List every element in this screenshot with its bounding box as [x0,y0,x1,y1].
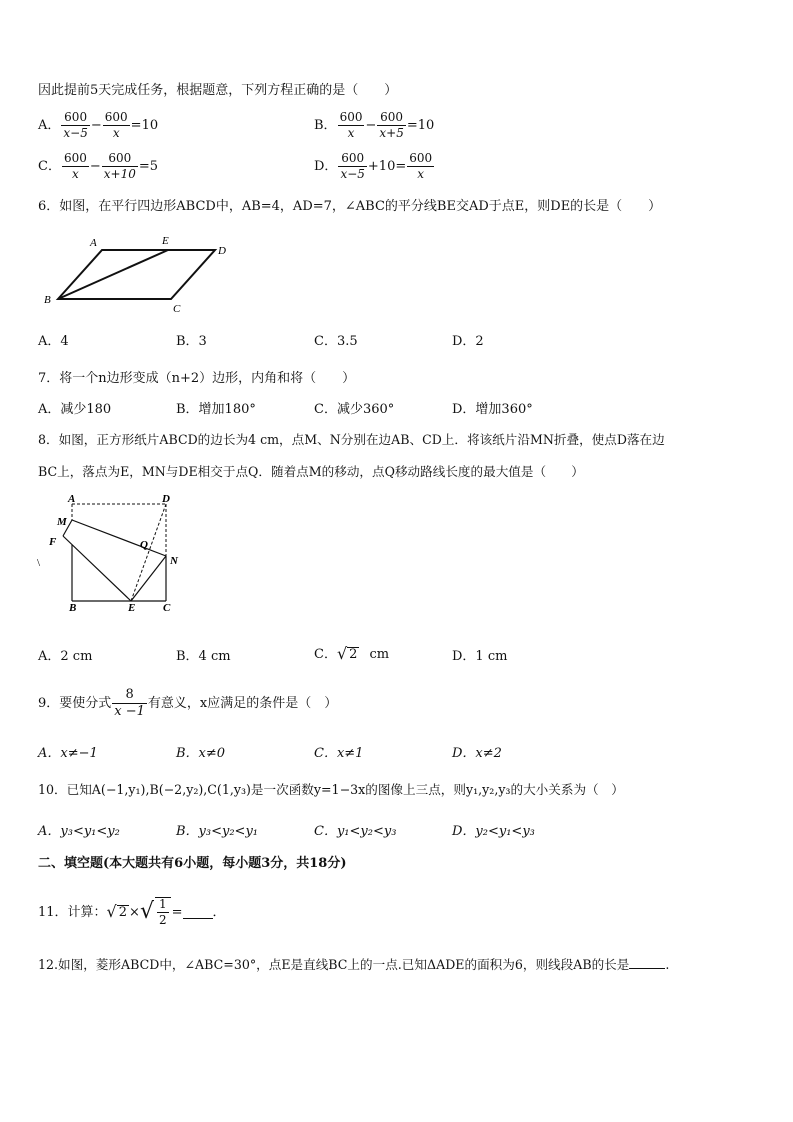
point-m-label: M [57,516,67,528]
q6-stem: 6．如图，在平行四边形ABCD中，AB=4，AD=7，∠ABC的平分线BE交AD于点E，则DE的长是（ ） [38,199,662,214]
q8-option-a[interactable]: A．2 cm [38,649,93,664]
edge-en [131,556,166,601]
q8-option-c[interactable]: C． √ 2 cm [314,644,390,663]
fraction: $\frac{600}{x-5}$ [63,110,88,141]
bisector-be [58,250,168,299]
q9-stem: 9．要使分式 $\frac{8}{x -1}$ 有意义，x应满足的条件是（ ） [38,687,338,720]
fraction: $\frac{600}{x}$ [63,151,87,182]
q8-option-d[interactable]: D．1 cm [452,649,508,664]
point-c-label: C [173,303,181,315]
fraction: $\frac{600}{x}$ [104,110,128,141]
point-e-label: E [162,235,169,247]
q10-option-c[interactable]: C．y₁<y₂<y₃ [314,824,397,839]
answer-blank[interactable] [183,906,213,919]
q7-option-d[interactable]: D．增加360° [452,402,533,417]
q9-option-b[interactable]: B．x≠0 [176,746,226,761]
q7-stem: 7．将一个n边形变成（n+2）边形，内角和将（ ） [38,371,356,386]
sqrt-sign: √ [139,899,154,925]
q12-stem: 12.如图，菱形ABCD中，∠ABC=30°，点E是直线BC上的一点.已知ΔADE的面积为6，则线段AB的长是 . [38,957,670,972]
stray-mark: \ [37,557,41,569]
fraction: $\frac{600}{x-5}$ [340,151,365,182]
q8-stem-line1: 8．如图，正方形纸片ABCD的边长为4 cm，点M、N分别在边AB、CD上．将该纸片沿MN折叠，使点D落在边 [38,432,665,447]
point-b-label: B [44,294,51,306]
sqrt-sign: √ [106,902,117,922]
fraction: $\frac{600}{x+5}$ [379,110,404,141]
q5-option-d[interactable]: D． $\frac{600}{x-5}$ +10= $\frac{600}{x}$ [314,151,433,182]
q9-option-a[interactable]: A．x≠−1 [38,746,98,761]
q7-option-a[interactable]: A．减少180 [38,402,112,417]
q6-option-d[interactable]: D．2 [452,334,484,349]
q6-option-a[interactable]: A．4 [38,334,69,349]
point-a-label: A [90,237,97,249]
q8-square-fold-figure [30,490,200,620]
point-b-label: B [69,602,77,614]
q9-option-c[interactable]: C．x≠1 [314,746,364,761]
section-title: 二、填空题(本大题共有6小题，每小题3分，共18分) [38,856,347,871]
q11-stem: 11．计算： √ 2 × √ $\frac{1}{2}$ = ． [38,897,226,928]
point-a-label: A [68,493,76,505]
fraction: $\frac{600}{x}$ [339,110,363,141]
answer-blank[interactable] [629,956,665,969]
edge-fe [63,536,131,601]
q10-stem: 10．已知A(−1,y₁),B(−2,y₂),C(1,y₃)是一次函数y=1−3x的图像上三点，则y₁,y₂,y₃的大小关系为（ ） [38,782,624,797]
q10-option-b[interactable]: B．y₃<y₂<y₁ [176,824,259,839]
q7-option-b[interactable]: B．增加180° [176,402,256,417]
q5-option-c[interactable]: C． $\frac{600}{x}$ − $\frac{600}{x+10}$ =5 [38,151,159,182]
q8-stem-line2: BC上，落点为E，MN与DE相交于点Q．随着点M的移动，点Q移动路线长度的最大值是（ ） [38,464,584,479]
segment-de [131,504,166,601]
point-q-label: Q [140,539,148,551]
point-e-label: E [128,602,136,614]
fraction: $\frac{8}{x -1}$ [114,687,145,720]
q7-option-c[interactable]: C．减少360° [314,402,395,417]
point-f-label: F [49,536,57,548]
point-d-label: D [162,493,170,505]
q6-option-b[interactable]: B．3 [176,334,207,349]
q6-parallelogram-figure [38,230,238,320]
point-c-label: C [163,602,171,614]
q9-option-d[interactable]: D．x≠2 [452,746,502,761]
fraction: $\frac{600}{x}$ [409,151,433,182]
fold-line-mn [72,520,166,556]
fraction: $\frac{600}{x+10}$ [103,151,136,182]
sqrt-sign: √ [336,644,348,663]
q8-option-b[interactable]: B．4 cm [176,649,231,664]
q6-option-c[interactable]: C．3.5 [314,334,358,349]
fraction: $\frac{1}{2}$ [155,897,171,927]
q5-option-b[interactable]: B． $\frac{600}{x}$ − $\frac{600}{x+5}$ =10 [314,110,435,141]
q10-option-a[interactable]: A．y₃<y₁<y₂ [38,824,120,839]
q5-option-a[interactable]: A． $\frac{600}{x-5}$ − $\frac{600}{x}$ =10 [38,110,159,141]
parallelogram-abcd [58,250,215,299]
point-n-label: N [170,555,178,567]
q5-stem: 因此提前5天完成任务，根据题意，下列方程正确的是（ ） [38,83,398,98]
q10-option-d[interactable]: D．y₂<y₁<y₃ [452,824,535,839]
point-d-label: D [218,245,226,257]
